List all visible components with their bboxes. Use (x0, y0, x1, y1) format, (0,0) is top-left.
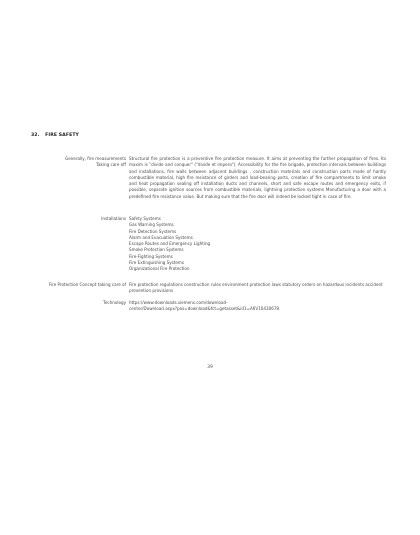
page-number: 39 (207, 365, 213, 370)
general-label-line1: Generally, fire measurements (65, 156, 126, 161)
list-item: Fire Extinguishing Systems (129, 260, 185, 266)
general-label-line2: Taking care off (96, 162, 126, 168)
technology-link-line2[interactable]: center/Download.aspx?pos=download&fct=getasset&id1=A6V10430678 (129, 306, 280, 312)
technology-label: Technology (103, 300, 126, 305)
concept-paragraph: Fire protection regulations construction rules environment protection laws statutory orders on hazardous incidents accident prevention provisions (129, 282, 383, 294)
list-item: Safety Systems (129, 216, 161, 221)
section-title: FIRE SAFETY (45, 133, 79, 138)
technology-link-line1[interactable]: https://www.downloads.siemens.com/download- (129, 300, 228, 305)
installations-list (129, 216, 329, 273)
technology-link[interactable] (129, 300, 329, 313)
list-item: Fire-Fighting Systems (129, 253, 173, 259)
concept-text (129, 282, 386, 295)
general-paragraph: Structural fire protection is a preventive fire protection measure. It aims at preventing the further propagation of fires. Its maxim is "divide and conquer" ("divide et impera"). Accessibility for the fire brigade, protection intervals between buildings and installations, fire walls between adjacent buildings , construction materials and construction parts made of hardly combustible material, high fire resistance of girders and load-bearing parts, creation of fire compartments to limit smoke and heat propagation sealing off installation ducts and channels, short and safe escape routes and emergency exits, if possible, separate ignition sources from combustible materials, lightning protection systems Manufacturing a door with a predefined fire resistance value. But making sure that the fire door will indeed be locked tight in case of fire. (129, 156, 386, 199)
list-item: Organizational Fire Protection (129, 266, 190, 272)
general-label (26, 156, 126, 169)
installations-label: Installations (101, 216, 126, 221)
concept-label: Fire Protection Concept taking care of (48, 282, 126, 287)
list-item: Escape Routes and Emergency Lighting (129, 241, 211, 247)
section-number: 32. (31, 133, 40, 138)
list-item: Alarm and Evacuation Systems (129, 234, 193, 240)
list-item: Gas Warning Systems (129, 222, 174, 228)
list-item: Smoke Protection Systems (129, 247, 184, 253)
list-item: Fire Detection Systems (129, 228, 177, 234)
general-text (129, 156, 386, 200)
section-heading (31, 133, 79, 138)
